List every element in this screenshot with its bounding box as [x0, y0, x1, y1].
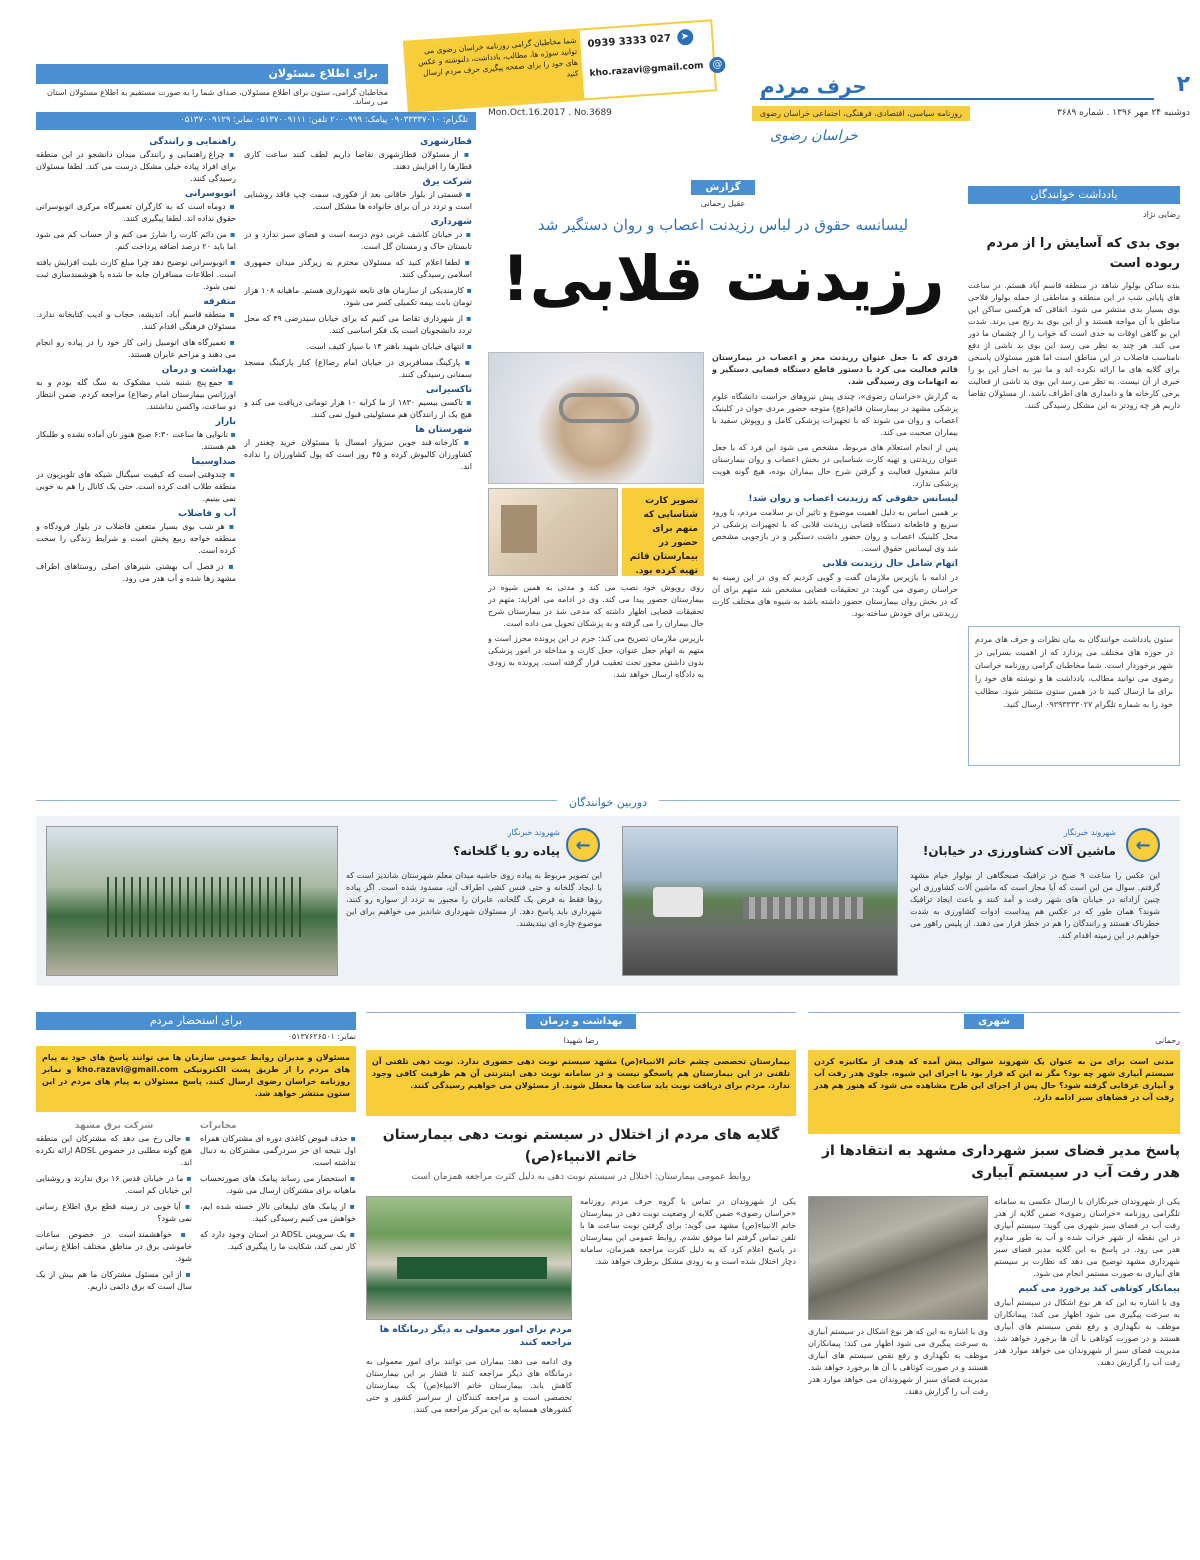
main-feature: [488, 180, 958, 318]
feature-p3: بر همین اساس به دلیل اهمیت موضوع و تاثیر آن بر سلامت مردم، با ورود سریع و قاطعانه دستگاه قضایی رزیدنت قلابی که با تجهیزات پزشکی در محل کلینیک اعصاب و روان حضور داشت دستگیر و در بازجویی مشخص شد وی لیسانس حقوق است.: [712, 508, 958, 553]
contact-phone: 0939 3333 027: [587, 32, 672, 50]
urban-header-wrap: [808, 1014, 1180, 1029]
lens-header: دوربین خوانندگان: [557, 796, 659, 809]
notice-item: ▪ کارخانه قند جوین سزوار امسال با مسئولان خرید چغندر از کشاورزان کالیوش کرده و ۴۵ روز است که پول کشاورزان را نداده اند.: [244, 437, 472, 473]
officials-column-mid: [244, 134, 472, 792]
feature-p1: به گزارش «خراسان رضوی»، چندی پیش نیروهای حراست دانشگاه علوم پزشکی مشهد در بیمارستان قائم(عج) متوجه حضور مردی جوان در کلینیک اعصاب و روان می شوند که با تجهیزات پزشکی کامل و روپوش سفید با بیماران صحبت می کند.: [712, 392, 958, 437]
logo: خراسان رضوی: [770, 128, 858, 144]
lens-header-wrap: [36, 796, 1180, 809]
notice-item: ▪ تاکسی بیسیم ۱۸۳۰ از ما کرایه ۱۰ هزار تومانی دریافت می کند و هیچ یک از رانندگان هم مسئولیتی قبول نمی کنند.: [244, 397, 472, 421]
officials-contact: تلگرام: ۰۹۰۳۳۳۳۷۰۱۰ پیامک: ۲۰۰۰۹۹۹ تلفن: ۰۵۱۳۷۰۰۹۱۱۱ نمابر: ۰۵۱۳۷۰۰۹۱۲۹: [36, 112, 476, 130]
urban-photo: [808, 1196, 988, 1320]
feature-p2: پس از انجام استعلام های مربوط، مشخص می شود این فرد که با جعل عنوان رزیدنتی و تهیه کارت شناسایی در بخش اعصاب و روان بیمارستان قائم مشغول فعالیت و گرفتن شرح حال بیماران بوده، هیچ گونه هویت پزشکی ندارد.: [712, 443, 958, 488]
health-body: یکی از شهروندان در تماس با گروه حرف مردم روزنامه «خراسان رضوی» ضمن گلایه از وضعیت نوبت دهی در بیمارستان خاتم الانبیاء(ص) مشهد می گوید: برای گرفتن نوبت ساعت ها با تلفن تماس گرفتم اما موفق نشدم. روابط عمومی این بیمارستان در پاسخ اعلام کرد که به دلیل کثرت مراجعه همزمان، سامانه دچار اختلال شده است و به زودی مشکل برطرف خواهد شد.: [580, 1197, 796, 1266]
feature-author: عقیل رحمانی: [700, 199, 746, 208]
notice-item: ▪ در فصل آب بهشتی شیرهای اصلی روستاهای اطراف مشهد رها شده و آب هدر می رود.: [36, 561, 236, 585]
health-headline: گلایه های مردم از اختلال در سیستم نوبت دهی بیمارستان خاتم الانبیاء(ص): [382, 1127, 780, 1165]
notice-item: ▪ اتوبوسرانی توضیح دهد چرا مبلغ کارت بلیت افزایش یافته است. اطلاعات مسافران جابه جا شده با هوشمندسازی ثبت نمی شود.: [36, 257, 236, 293]
section-title: تاکسیرانی: [426, 385, 472, 395]
notice-fax: نمابر: ۰۵۱۳۷۶۲۶۵۰۱: [287, 1032, 356, 1041]
notice-item: ▪ من دائم کارت را شارژ می کنم و از حساب کم می شود اما باید ۲۰ درصد اضافه پرداخت کنم.: [36, 229, 236, 253]
notice-item: ▪ تعمیرگاه های اتومبیل رانی کار خود را در پیاده رو انجام می دهند و مزاحم عابران هستند.: [36, 337, 236, 361]
section-title: حرف مردم: [760, 74, 867, 98]
lens-right-title: ماشین آلات کشاورزی در خیابان!: [922, 844, 1116, 858]
section-title: اتوبوسرانی: [184, 189, 236, 199]
health-photo: [366, 1196, 572, 1320]
health-header: بهداشت و درمان: [526, 1014, 637, 1029]
notice-item: ▪ حالی رخ می دهد که مشترکان این منطقه هیچ گونه مطلبی در خصوص ADSL ارائه نکرده اند.: [36, 1133, 192, 1169]
officials-column-far: [36, 134, 236, 792]
lens-left-arrow-icon[interactable]: ←: [566, 828, 600, 862]
section-title: متفرقه: [203, 297, 236, 307]
contact-email-row: [589, 56, 726, 81]
officials-header: برای اطلاع مسئولان: [36, 64, 388, 84]
feature-sub-2: اتهام شامل حال رزیدنت قلابی: [822, 559, 958, 569]
handcuffs-photo: [488, 352, 704, 484]
lens-left-title: پیاده رو یا گلخانه؟: [453, 844, 560, 858]
feature-headline: رزیدنت قلابی!: [501, 242, 945, 315]
notice-item: ▪ خواهشمند است در خصوص ساعات خاموشی برق در مناطق مختلف اطلاع رسانی شود.: [36, 1229, 192, 1265]
telegram-icon: ➤: [676, 29, 693, 46]
notice-item: ▪ چندوقتی است که کیفیت سیگنال شبکه های تلویزیون در منطقه طلاب افت کرده است. حتی یک کانال را هم به خوبی نمی بینیم.: [36, 469, 236, 505]
notice-item: ▪ یک سرویس ADSL در استان وجود دارد که کار نمی کند، شکایت ما را پیگیری کنید.: [200, 1229, 356, 1253]
notice-col-b: [36, 1118, 192, 1512]
officials-intro: مخاطبان گرامی، ستون برای اطلاع مسئولان، صدای شما را به صورت مستقیم به اطلاع مسئولان استان می رساند.: [47, 88, 388, 106]
lens-panel: [36, 816, 1180, 986]
notice-item: ▪ از این مسئول مشترکان ما هم بیش از یک سال است که برق دائمی داریم.: [36, 1269, 192, 1293]
at-icon: @: [709, 56, 726, 73]
notice-item: ▪ منطقه قاسم آباد، اندیشه، حجاب و ادیب کتابخانه ندارد. مسئولان فرهنگی اقدام کنند.: [36, 309, 236, 333]
urban-author: رحمانی: [1155, 1036, 1180, 1045]
section-title: بازار: [215, 417, 236, 427]
notice-item: ▪ کارمندیکی از سازمان های تابعه شهرداری هستم. ماهیانه ۱۰۸ هزار تومان بابت بیمه تکمیلی کسر می شود.: [244, 285, 472, 309]
health-body2: وی ادامه می دهد: بیماران می توانند برای امور معمولی به درمانگاه های دیگر مراجعه کنند تا فشار بر این بیمارستان کاهش یابد. بیمارستان خاتم الانبیاء(ص) یک بیمارستان تخصصی است و مراجعه کنندگان از سراسر کشور و حتی کشورهای همسایه به این مرکز مراجعه می کنند.: [366, 1357, 572, 1414]
urban-body: [994, 1196, 1180, 1512]
tagline: روزنامه سیاسی، اقتصادی، فرهنگی، اجتماعی خراسان رضوی: [752, 106, 970, 121]
lens-right-kicker: شهروند خبرنگار: [1063, 828, 1116, 837]
notice-intro: مسئولان و مدیران روابط عمومی سازمان ها می توانند پاسخ های خود به پیام های مردم را از طریق پست الکترونیکی kho.razavi@gmail.com و نمابر روزنامه خراسان رضوی ارسال کنند. پاسخ مسئولان به پیام های مردم در این ستون منتشر خواهد شد.: [36, 1046, 356, 1112]
section-title: شهرستان ها: [415, 425, 472, 435]
notice-item: ▪ استحضار می رساند پیامک های صورتحساب ماهیانه برای مشترکان ارسال می شود.: [200, 1173, 356, 1197]
id-card-photo: [488, 488, 618, 576]
feature-body-right: [712, 352, 958, 792]
notice-header: برای استحضار مردم: [36, 1012, 356, 1030]
health-author: رضا شهیدا: [563, 1036, 599, 1045]
lens-left-body: این تصویر مربوط به پیاده روی حاشیه میدان معلم شهرستان شاندیز است که با ایجاد گلخانه و حتی فنس کشی اطراف آن، مسدود شده است. اگر پیاده روها فقط به فرض یک گلخانه، عابران را مجبور به تردد از سواره رو کنند، شهرداری باید پاسخ دهد. از مسئولان شهرداری شاندیز می خواهیم برای این موضوع چاره ای بیندیشند.: [346, 871, 602, 928]
section-title: بهداشت و درمان: [161, 365, 236, 375]
machinery-shape: [743, 897, 863, 919]
contact-box: [403, 19, 723, 112]
feature-p4: در ادامه با بازپرس ملازمان گفت و گویی کردیم که وی در این زمینه به خراسان رضوی می گوید: در تحقیقات قضایی مشخص شد متهم برای آن که در بخش روان بیمارستان حضور داشته باشد به شیوه های مختلف کارت رزیدنتی برای خودش ساخته بود.: [712, 573, 958, 618]
page-number: ۲: [1176, 72, 1190, 97]
lens-right-body: این عکس را ساعت ۹ صبح در ترافیک صبحگاهی از بولوار خیام مشهد گرفتم. سوال من این است که آیا مجاز است که ماشین آلات کشاورزی این چنین آزادانه در خیابان های شهر رفت و آمد کنند و باعث ایجاد ترافیک شوند؟ همان طور که در عکس هم پیداست ادوات کشاورزی به شدت خطرناک هستند و رانندگان را هم در خطر قرار می دهند. از پلیس راهور می خواهیم در این زمینه اقدام کند.: [910, 871, 1160, 940]
editorial-body: بنده ساکن بولوار شاهد در منطقه قاسم آباد هستم. در ساعت های پایانی شب در این منطقه و مناطقی از جمله بولوار فلاحی بوی بسیار بدی منتشر می شود. اتفاقی که هرکسی ساکن این مناطق با آن مواجه هستند و از این بوی بد رنج می برند. شدت این بو گاهی اوقات به حدی است که خواب را از چشمان ما دور می کند. هر چند به نظر می رسد این بوی بد ناشی از دفع نامناسب فاضلاب در این مناطق است اما هنوز مسئولان پاسخی برای گلایه های ما ارائه نکرده اند و ما نیز به اخبار این بو را خبری از آن نیست. به نظر می رسد این بوی بد ناشی از فعالیت برخی کارخانه ها و دامداری های اطراف باشد. از مسئولان تقاضا داریم هر چه زودتر به این مشکل رسیدگی کنند.: [968, 281, 1180, 410]
section-title: قطارشهری: [420, 137, 472, 147]
contact-email[interactable]: kho.razavi@gmail.com: [589, 61, 704, 79]
feature-subtitle: لیسانسه حقوق در لباس رزیدنت اعصاب و روان دستگیر شد: [537, 216, 909, 234]
feature-sub-1: لیسانس حقوقی که رزیدنت اعصاب و روان شد!: [748, 494, 958, 504]
masthead-infobar: [488, 104, 1190, 126]
health-rule: [366, 1012, 796, 1013]
notice-col-a-title: مخابرات: [200, 1121, 237, 1131]
notice-item: ▪ دوماه است که به کارگران تعمیرگاه مرکزی اتوبوسرانی حقوق نداده اند. لطفا پیگیری کنند.: [36, 201, 236, 225]
id-card-caption: تصویر کارت شناسایی که متهم برای حضور در بیمارستان قائم تهیه کرده بود.: [622, 488, 704, 576]
notice-item: ▪ جمع پنج شنبه شب مشکوک به سگ گله بودم و به اورژانس بیمارستان امام رضا(ع) مراجعه کردم. ضمن انتظار دو ساعت، واکسن نداشتند.: [36, 377, 236, 413]
health-photo-caption: مردم برای امور معمولی به دیگر درمانگاه ها مراجعه کنند: [379, 1325, 572, 1348]
contact-text: شما مخاطبان گرامی روزنامه خراسان رضوی می توانید سوژه ها، مطالب، یادداشت، دلنوشته و عکس های خود را برای صفحه پیگیری حرف مردم ارسال کنید: [405, 31, 584, 111]
notice-item: ▪ هر شب بوی بسیار متعفن فاضلاب در بلوار فرودگاه و منطقه خواجه ربیع پخش است و شرایط زندگی را سخت کرده است.: [36, 521, 236, 557]
section-title: شرکت برق: [422, 177, 472, 187]
fence-shape: [107, 877, 307, 937]
health-intro: بیمارستان تخصصی چشم خاتم الانبیاء(ص) مشهد سیستم نوبت دهی حضوری ندارد. نوبت دهی تلفنی آن تلفنی در این بیمارستان هم پاسخگو نیست و در سامانه نوبت دهی اینترنتی آن هم ظرفیت کافی وجود ندارد. مردم برای دریافت نوبت باید ساعت ها معطل شوند. از مسئولان می خواهیم رسیدگی کنند.: [366, 1050, 796, 1116]
masthead-right: [760, 64, 1190, 104]
editorial-footer: ستون یادداشت خوانندگان به بیان نظرات و حرف های مردم در حوزه های مختلف می پردازد که از اهمیت بسزایی در شهر برخوردار است. شما مخاطبان گرامی روزنامه خراسان رضوی می توانید مطالب، یادداشت ها و نوشته های خود را برای ما ارسال کنید تا در همین ستون منتشر شود. مطالب خود را به شماره تلگرام ۰۹۳۹۳۳۳۳۰۲۷ ارسال کنید.: [968, 626, 1180, 766]
urban-rule: [808, 1012, 1180, 1013]
notice-item: ▪ حذف قبوض کاغذی دوره ای مشترکان همراه اول نتیجه ای جز سردرگمی مشترکان به دنبال نداشته است.: [200, 1133, 356, 1169]
editorial-header: یادداشت خوانندگان: [968, 186, 1180, 204]
id-card-portrait: [501, 505, 537, 553]
urban-headline: پاسخ مدیر فضای سبز شهرداری مشهد به انتقادها از هدر رفت آب در سیستم آبیاری: [821, 1143, 1180, 1181]
urban-header: شهری: [964, 1014, 1024, 1029]
feature-p6: بازپرس ملازمان تصریح می کند: جرم در این پرونده محرز است و متهم به اتهام جعل عنوان، جعل کارت و مداخله در امور پزشکی بدون داشتن مجوز تحت تعقیب قرار گرفته است. پرونده به زودی به دادگاه ارسال خواهد شد.: [488, 634, 704, 679]
health-subhead: روابط عمومی بیمارستان: اختلال در سیستم نوبت دهی به دلیل کثرت مراجعه همزمان است: [411, 1172, 751, 1182]
section-title: شهرداری: [430, 217, 472, 227]
feature-p5: روی روپوش خود نصب می کند و مدتی به همین شیوه در بیمارستان حضور پیدا می کند. وی در ادامه می افزاید: متهم در تحقیقات قضایی اظهار داشته که مدعی شد در بیمارستان شرح حال بیماران را می گرفته و به پزشکان تحویل می داده است.: [488, 583, 704, 628]
lens-right-photo: [622, 826, 898, 976]
date-line: دوشنبه ۲۴ مهر ۱۳۹۶ . شماره ۳۶۸۹: [1056, 108, 1190, 118]
feature-body-left: [488, 582, 704, 792]
section-title: صداوسیما: [191, 457, 236, 467]
masthead-rule: [760, 98, 1154, 100]
notice-item: ▪ از پیامک های تبلیغاتی تالار خسته شده ایم، خواهش می کنیم رسیدگی کنید.: [200, 1201, 356, 1225]
hospital-sign-shape: [397, 1257, 547, 1279]
lens-left-kicker: شهروند خبرنگار: [507, 828, 560, 837]
notice-item: ▪ پارکینگ مسافربری در خیابان امام رضا(ع) کنار پارکینگ مسجد سمنانی رسیدگی کنند.: [244, 357, 472, 381]
feature-kicker: گزارش: [691, 180, 754, 195]
urban-body-cont: وی با اشاره به این که هر نوع اشکال در سیستم آبیاری به سرعت پیگیری می شود اظهار می کند: پیمانکاران موظف به نگهداری و رفع نقص سیستم های آبیاری هستند و در صورت کوتاهی با آن ها برخورد خواهد شد. مدیریت فضای سبز از شهروندان می خواهد موارد هدر رفت آب را گزارش دهند.: [808, 1327, 988, 1396]
editorial-author: رضایی نژاد: [1143, 210, 1180, 219]
contact-phone-row: [587, 29, 693, 52]
feature-lead: فردی که با جعل عنوان رزیدنت مغز و اعصاب در بیمارستان قائم فعالیت می کرد با دستور قاطع دستگاه قضایی دستگیر و به اتهامات وی رسیدگی شد.: [712, 353, 958, 386]
section-title: راهنمایی و رانندگی: [149, 137, 236, 147]
urban-body-text: یکی از شهروندان خبرنگاران با ارسال عکسی به سامانه تلگرامی روزنامه «خراسان رضوی» ضمن گلایه از هدر رفت آب در فضای سبز شهری می گوید: سیستم آبیاری در این نقطه از شهر خراب شده و آب به طور مداوم هدر می رود. در پاسخ به این گلایه مدیر فضای سبز شهرداری مشهد توضیح می دهد که نظارت بر سیستم های آبیاری به صورت مستمر انجام می شود.: [994, 1197, 1180, 1278]
notice-item: ▪ قسمتی از بلوار خاقانی بعد از فکوری، سمت چپ فاقد روشنایی است و تردد در آن برای خانواده ها مشکل است.: [244, 189, 472, 213]
car-shape: [653, 887, 703, 917]
health-header-wrap: [366, 1014, 796, 1029]
notice-item: ▪ چراغ راهنمایی و رانندگی میدان دانشجو در این منطقه برای افراد پیاده خیلی مشکل درست می کند. لطفا مسئولان رسیدگی کنند.: [36, 149, 236, 185]
notice-item: ▪ نانوایی ها ساعت ۶:۳۰ صبح هنوز نان آماده نشده و طلبکار هم هستند.: [36, 429, 236, 453]
date-en: Mon.Oct.16.2017 . No.3689: [488, 108, 612, 118]
notice-item: ▪ از شهرداری تقاضا می کنیم که برای خیابان سیدرضی ۴۹ که محل تردد دانشجویان است یک فکر اساسی کنند.: [244, 313, 472, 337]
lens-left-photo: [46, 826, 338, 976]
urban-sub: پیمانکار کوتاهی کند برخورد می کنیم: [1018, 1284, 1180, 1294]
section-title: آب و فاضلاب: [178, 509, 236, 519]
lens-right-arrow-icon[interactable]: ←: [1126, 828, 1160, 862]
notice-item: ▪ لطفا اعلام کنید که مسئولان محترم به زیرگذر میدان جمهوری اسلامی رسیدگی کنند.: [244, 257, 472, 281]
urban-body2: وی با اشاره به این که هر نوع اشکال در سیستم آبیاری به سرعت پیگیری می شود اظهار می کند: پیمانکاران موظف به نگهداری و رفع نقص سیستم های آبیاری هستند و در صورت کوتاهی با آن ها برخورد خواهد شد. مدیریت فضای سبز از شهروندان می خواهد موارد هدر رفت آب را گزارش دهند.: [994, 1298, 1180, 1367]
notice-col-a: [200, 1118, 356, 1512]
handcuff-shape: [559, 393, 639, 423]
notice-item: ▪ در خیابان کاشف غربی دوم درسه است و فضای سبز ندارد و در تابستان خاک و زمستان گل است.: [244, 229, 472, 253]
notice-item: ▪ ما در خیابان قدس ۱۶ برق ندارند و روشنایی این خیابان کم است.: [36, 1173, 192, 1197]
notice-item: ▪ از مسئولان قطارشهری تقاضا داریم لطف کنند ساعت کاری قطارها را افزایش دهند.: [244, 149, 472, 173]
notice-item: ▪ آیا خوبی در زمینه قطع برق اطلاع رسانی نمی شود؟: [36, 1201, 192, 1225]
urban-intro: مدنی است برای من به عنوان یک شهروند سوالی پیش آمده که هدف از مکانیزه کردن سیستم آبیاری شهر چه بود؟ مگر نه این که قرار بود با اجرای این شیوه، جلوی هدر رفت آب و آبیاری غرقابی گرفته شود؟ حال پس از اجرای این طرح مشاهده می شود که هنوز هم هدر رفت آب در فضاهای سبز ادامه دارد.: [808, 1050, 1180, 1134]
notice-col-b-title: شرکت برق مشهد: [74, 1121, 154, 1131]
notice-item: ▪ انتهای خیابان شهید باهنر ۱۴ با سپار کثیف است.: [244, 341, 472, 353]
editorial-title: بوی بدی که آسایش را از مردم ربوده است: [986, 236, 1180, 271]
